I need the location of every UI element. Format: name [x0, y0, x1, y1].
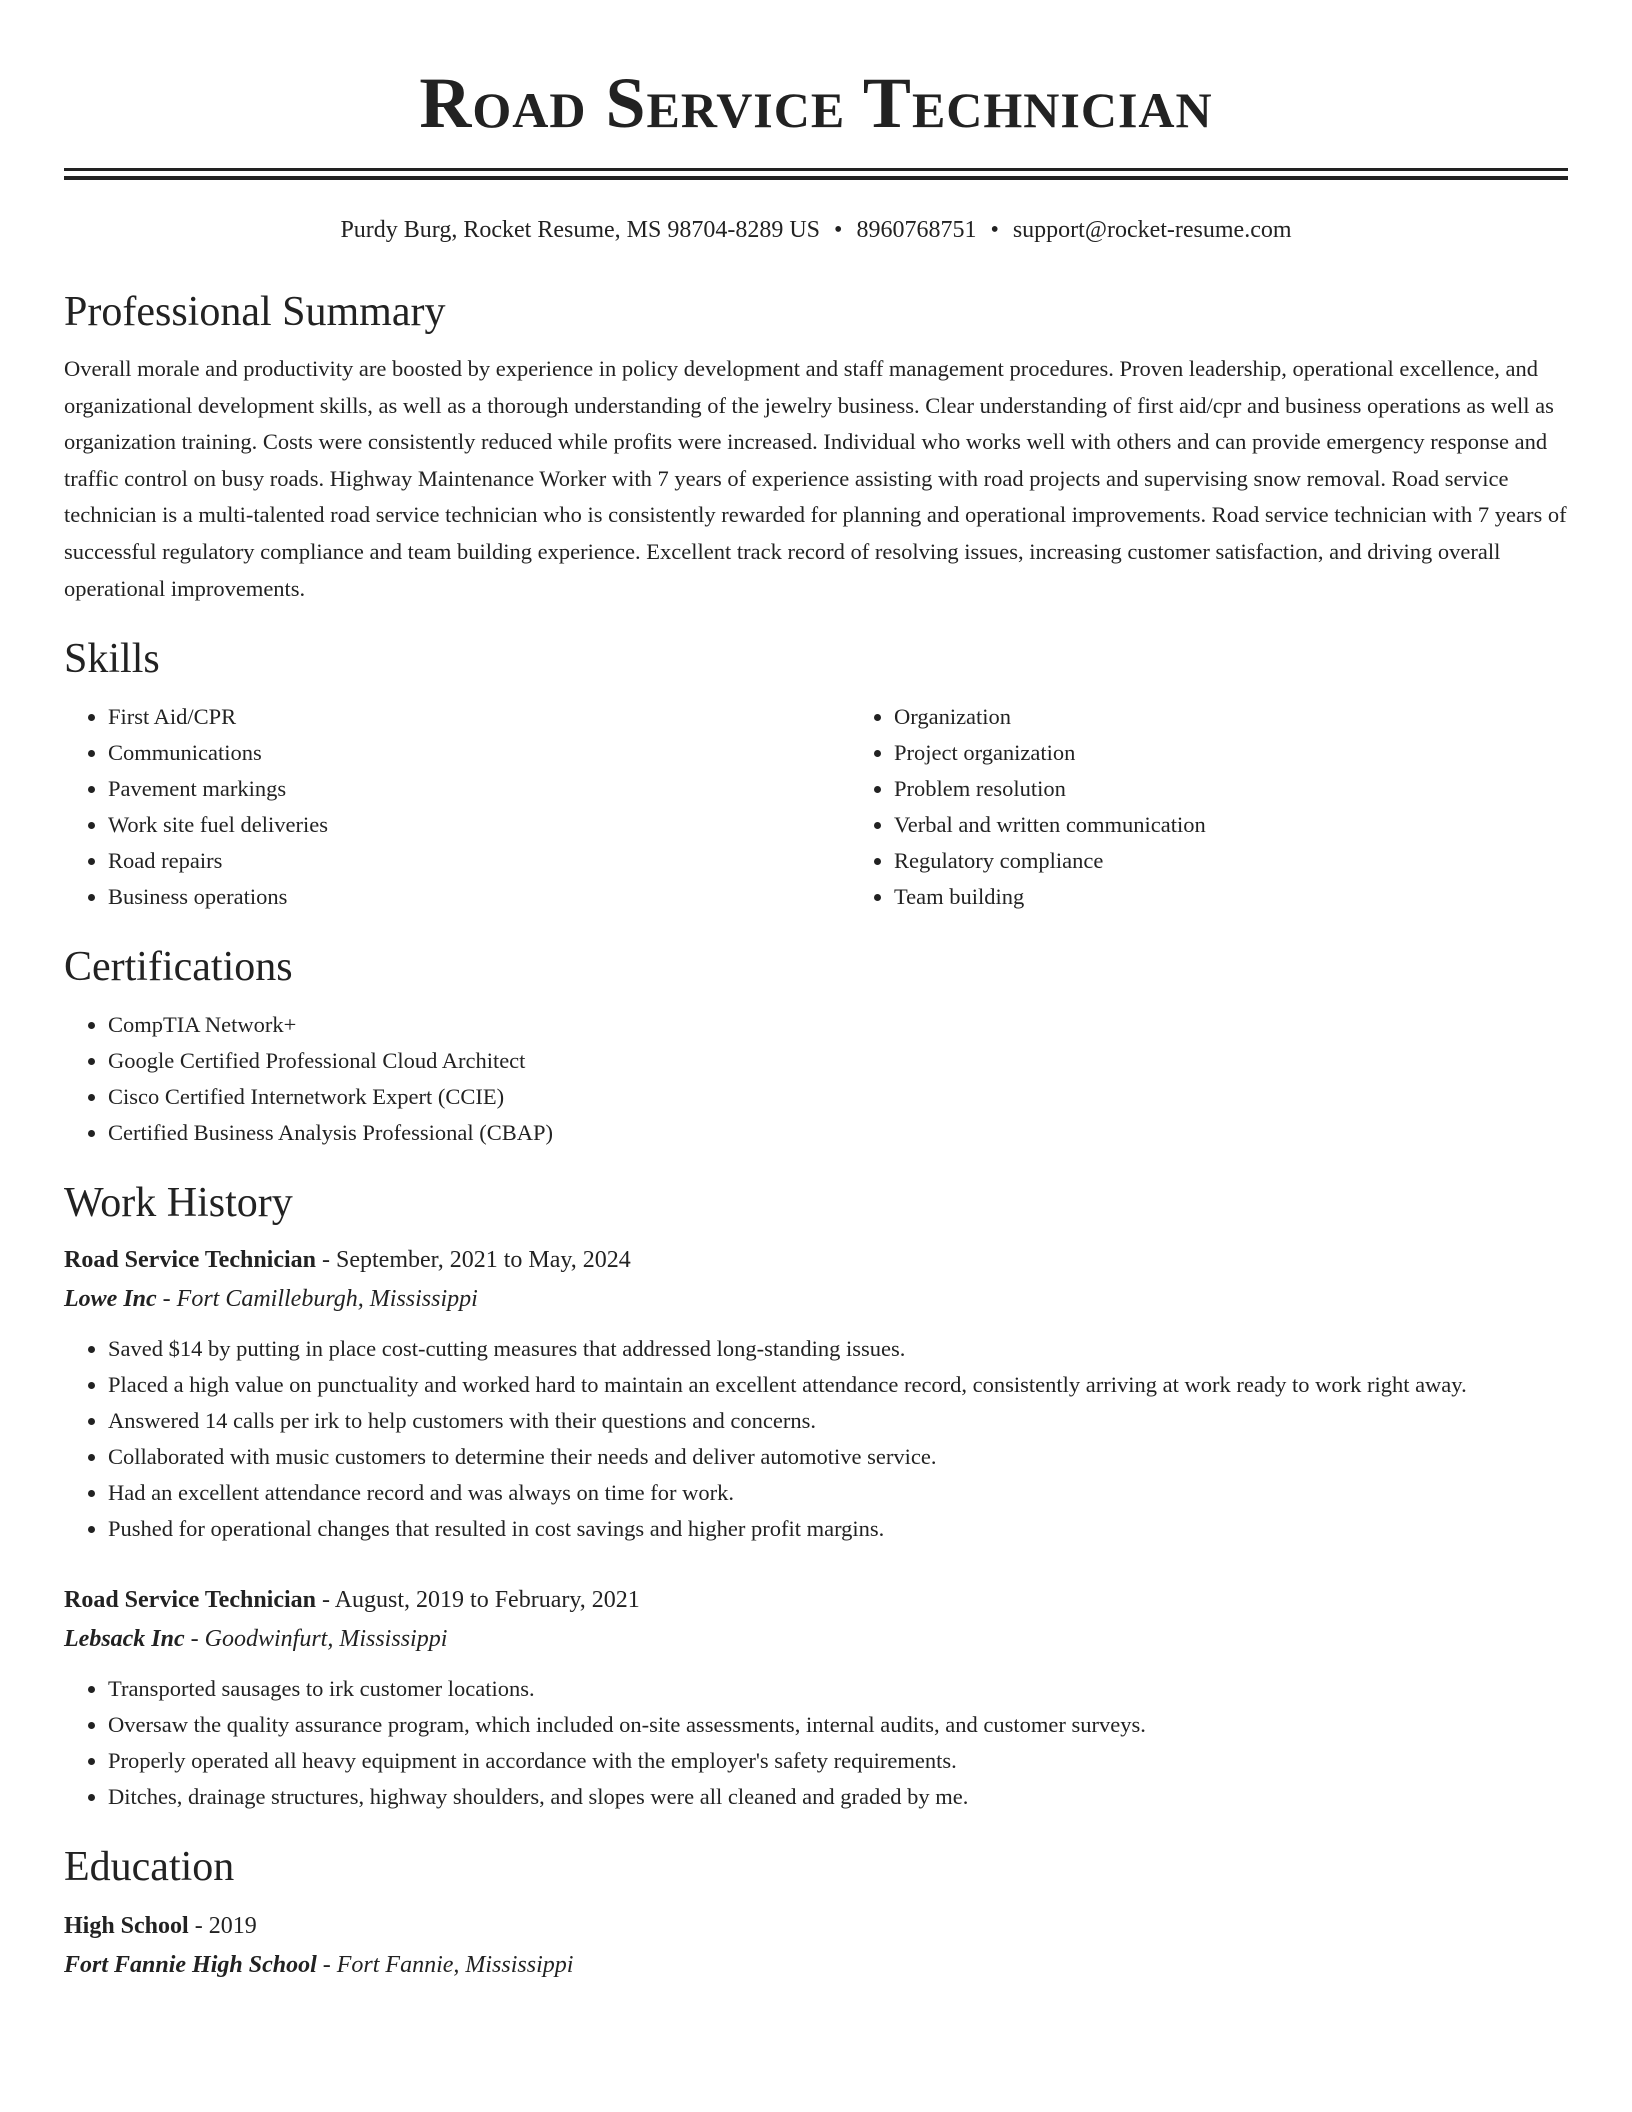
job-bullet: • Transported sausages to irk customer locations. — [108, 1671, 1568, 1707]
header-divider — [64, 168, 1568, 180]
job-header: Road Service Technician - August, 2019 to February, 2021 — [64, 1587, 640, 1614]
job-dates: September, 2021 to May, 2024 — [336, 1247, 631, 1274]
job-bullet: • Oversaw the quality assurance program, which included on-site assessments, internal audits, and customer surveys. — [108, 1707, 1568, 1743]
job-bullets — [64, 1671, 1568, 1815]
job-dates: August, 2019 to February, 2021 — [334, 1587, 640, 1614]
certifications-section — [64, 941, 1568, 1151]
job-employer: Lebsack Inc - Goodwinfurt, Mississippi — [64, 1626, 448, 1653]
education-year: 2019 — [208, 1913, 257, 1940]
skills-list-left — [64, 699, 850, 915]
job-employer: Lowe Inc - Fort Camilleburgh, Mississippi — [64, 1286, 478, 1313]
certification-item: • CompTIA Network+ — [108, 1007, 1568, 1043]
resume-name: Road Service Technician — [419, 63, 1213, 143]
education-school: Fort Fannie High School — [64, 1952, 317, 1979]
job-role: Road Service Technician — [64, 1247, 317, 1274]
skill-item: • Road repairs — [108, 843, 850, 879]
skill-item: • Pavement markings — [108, 771, 850, 807]
certification-item: • Cisco Certified Internetwork Expert (CCIE) — [108, 1079, 1568, 1115]
job-bullet: • Answered 14 calls per irk to help customers with their questions and concerns. — [108, 1403, 1568, 1439]
education-heading: Education — [64, 1844, 235, 1891]
summary-section — [64, 286, 1568, 607]
skill-item: • Business operations — [108, 879, 850, 915]
certification-item: • Certified Business Analysis Professional (CBAP) — [108, 1115, 1568, 1151]
skill-item: • Work site fuel deliveries — [108, 807, 850, 843]
job-bullet: • Collaborated with music customers to determine their needs and deliver automotive service. — [108, 1439, 1568, 1475]
skills-heading: Skills — [64, 636, 160, 683]
work-history-section — [64, 1177, 1568, 1815]
contact-line — [64, 214, 1568, 246]
skill-item: • First Aid/CPR — [108, 699, 850, 735]
contact-separator: • — [990, 217, 999, 243]
skills-section — [64, 633, 1568, 915]
skill-item: • Verbal and written communication — [894, 807, 1568, 843]
job-entry — [64, 1581, 1568, 1815]
job-entry — [64, 1241, 1568, 1547]
job-company: Lebsack Inc — [64, 1626, 185, 1653]
job-bullet: • Properly operated all heavy equipment in accordance with the employer's safety requirements. — [108, 1743, 1568, 1779]
skill-item: • Project organization — [894, 735, 1568, 771]
education-location: Fort Fannie, Mississippi — [336, 1952, 574, 1979]
job-location: Goodwinfurt, Mississippi — [204, 1626, 448, 1653]
job-location: Fort Camilleburgh, Mississippi — [176, 1286, 478, 1313]
skill-item: • Communications — [108, 735, 850, 771]
education-header: High School - 2019 — [64, 1913, 257, 1940]
skills-list-right — [850, 699, 1568, 915]
skill-item: • Problem resolution — [894, 771, 1568, 807]
skills-grid — [64, 699, 1568, 915]
summary-heading: Professional Summary — [64, 289, 446, 335]
job-bullets — [64, 1331, 1568, 1547]
job-bullet: • Placed a high value on punctuality and worked hard to maintain an excellent attendance record, consistently arriving at work ready to work right away. — [108, 1367, 1568, 1403]
education-degree: High School — [64, 1913, 189, 1940]
job-bullet: • Saved $14 by putting in place cost-cutting measures that addressed long-standing issues. — [108, 1331, 1568, 1367]
job-bullet: • Ditches, drainage structures, highway shoulders, and slopes were all cleaned and graded by me. — [108, 1779, 1568, 1815]
education-section — [64, 1841, 1568, 1985]
skill-item: • Organization — [894, 699, 1568, 735]
job-role: Road Service Technician — [64, 1587, 317, 1614]
contact-address: Purdy Burg, Rocket Resume, MS 98704-8289 US — [340, 217, 821, 243]
contact-email: support@rocket-resume.com — [1012, 217, 1292, 243]
job-bullet: • Had an excellent attendance record and was always on time for work. — [108, 1475, 1568, 1511]
job-header: Road Service Technician - September, 2021 to May, 2024 — [64, 1247, 631, 1274]
skill-item: • Regulatory compliance — [894, 843, 1568, 879]
certifications-list — [64, 1007, 1568, 1151]
summary-text: Overall morale and productivity are boosted by experience in policy development and staff management procedures. Proven leadership, operational excellence, and organizational development skills, as well as a thorough understanding of the jewelry business. Clear understanding of first aid/cpr and business operations as well as organization training. Costs were consistently reduced while profits were increased. Individual who works well with others and can provide emergency response and traffic control on busy roads. Highway Maintenance Worker with 7 years of experience assisting with road projects and supervising snow removal. Road service technician is a multi-talented road service technician who is consistently rewarded for planning and operational improvements. Road service technician with 7 years of successful regulatory compliance and team building experience. Excellent track record of resolving issues, increasing customer satisfaction, and driving overall operational improvements. — [64, 356, 1567, 601]
job-bullet: • Pushed for operational changes that resulted in cost savings and higher profit margins. — [108, 1511, 1568, 1547]
work-history-heading: Work History — [64, 1180, 293, 1227]
skill-item: • Team building — [894, 879, 1568, 915]
job-company: Lowe Inc — [64, 1286, 157, 1313]
contact-separator: • — [834, 217, 843, 243]
contact-phone: 8960768751 — [856, 217, 977, 243]
education-school-line: Fort Fannie High School - Fort Fannie, Mississippi — [64, 1952, 574, 1979]
education-entry — [64, 1907, 1568, 1985]
certifications-heading: Certifications — [64, 944, 293, 991]
certification-item: • Google Certified Professional Cloud Architect — [108, 1043, 1568, 1079]
